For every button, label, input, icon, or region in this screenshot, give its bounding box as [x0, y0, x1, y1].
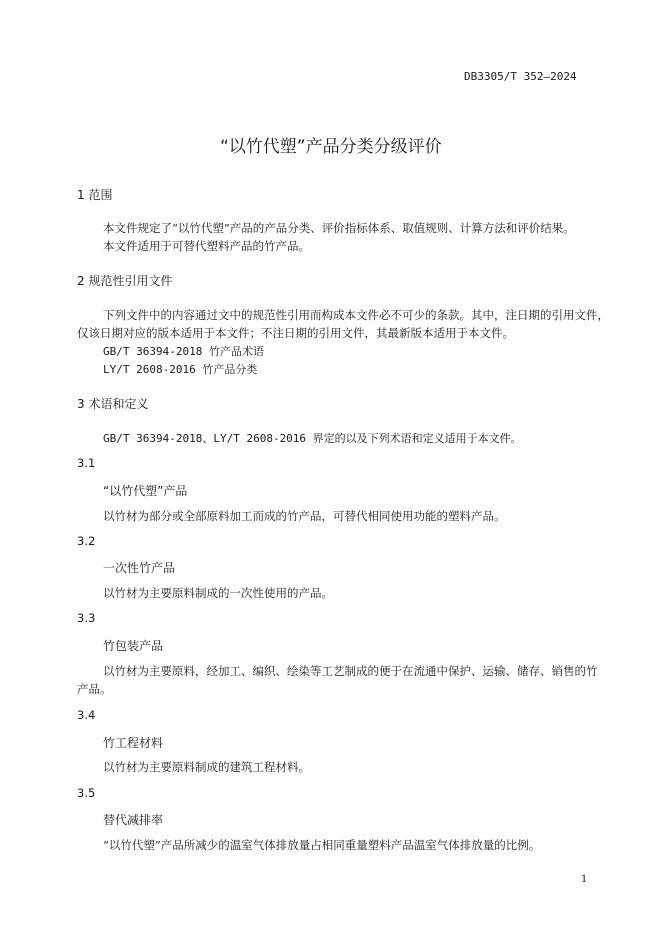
term-definition: 以竹材为主要原料制成的一次性使用的产品。 [103, 586, 333, 600]
term-number: 3.4 [77, 708, 96, 722]
term-definition: “以竹代塑”产品所减少的温室气体排放量占相同重量塑料产品温室气体排放量的比例。 [103, 838, 541, 852]
term-number: 3.3 [77, 611, 96, 625]
term-number: 3.1 [77, 456, 96, 470]
term-number: 3.2 [77, 534, 96, 548]
term-title: 竹包装产品 [103, 639, 164, 653]
term-definition: 以竹材为主要原料制成的建筑工程材料。 [103, 760, 310, 774]
paragraph: 本文件规定了“以竹代塑”产品的产品分类、评价指标体系、取值规则、计算方法和评价结果。 [103, 221, 575, 235]
paragraph-continuation: 仅该日期对应的版本适用于本文件；不注日期的引用文件，其最新版本适用于本文件。 [77, 326, 514, 340]
term-definition: 以竹材为部分或全部原料加工而成的竹产品，可替代相同使用功能的塑料产品。 [103, 509, 506, 523]
paragraph: 下列文件中的内容通过文中的规范性引用而构成本文件必不可少的条款。其中，注日期的引用文件， [103, 308, 609, 322]
term-title: 一次性竹产品 [103, 561, 176, 575]
page-title: “以竹代塑”产品分类分级评价 [220, 137, 442, 157]
section-heading-normative: 2 规范性引用文件 [77, 274, 173, 288]
term-title: “以竹代塑”产品 [103, 484, 188, 498]
page-number: 1 [581, 874, 588, 885]
reference-item: LY/T 2608-2016 竹产品分类 [103, 363, 258, 376]
section-heading-terms: 3 术语和定义 [77, 397, 149, 411]
section-heading-scope: 1 范围 [77, 188, 113, 202]
term-title: 竹工程材料 [103, 736, 164, 750]
doc-number: DB3305/T 352—2024 [464, 70, 577, 83]
paragraph: 本文件适用于可替代塑料产品的竹产品。 [103, 239, 310, 253]
reference-item: GB/T 36394-2018 竹产品术语 [103, 345, 264, 358]
term-definition-continuation: 产品。 [77, 682, 112, 696]
term-number: 3.5 [77, 786, 96, 800]
term-title: 替代减排率 [103, 813, 164, 827]
terms-intro: GB/T 36394-2018、LY/T 2608-2016 界定的以及下列术语和定义适用于本文件。 [103, 432, 522, 445]
term-definition: 以竹材为主要原料，经加工、编织、绘染等工艺制成的便于在流通中保护、运输、储存、销售的竹 [103, 664, 598, 678]
